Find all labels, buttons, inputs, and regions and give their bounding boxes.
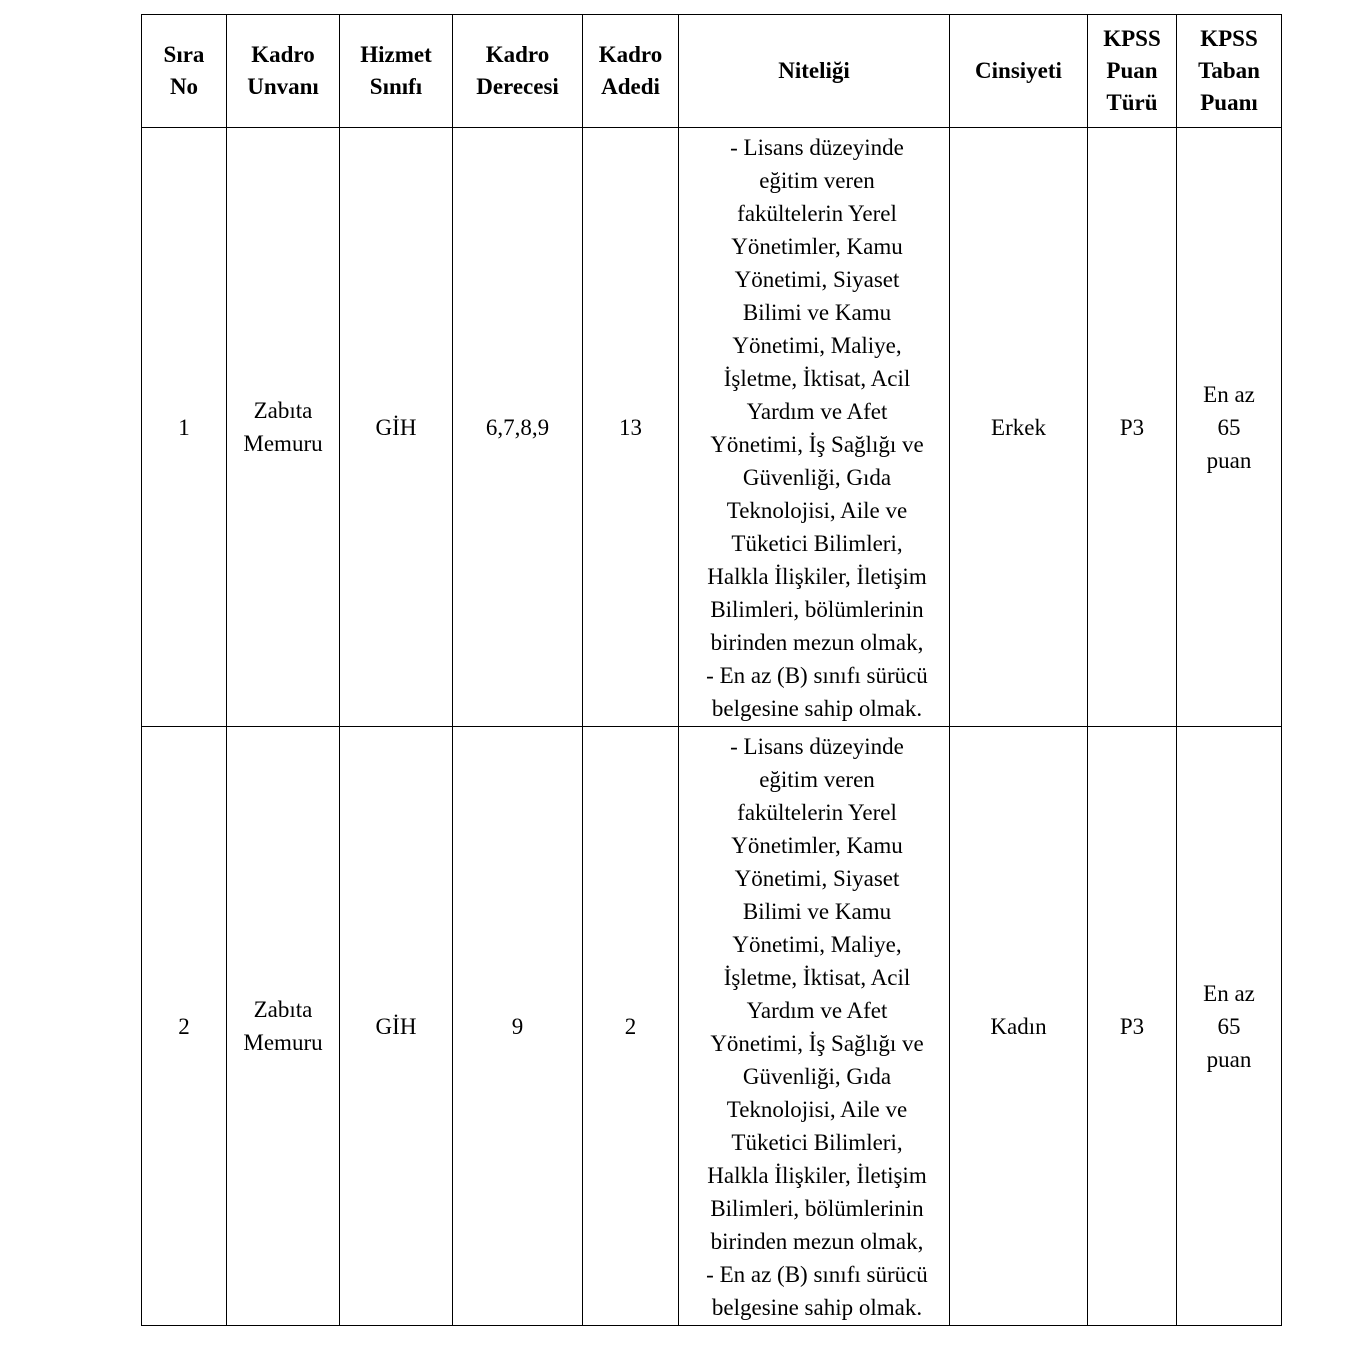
header-niteligi: Niteliği (679, 15, 950, 128)
cell-kadro-derecesi: 9 (453, 727, 583, 1326)
cell-kpss-puan-turu: P3 (1088, 128, 1177, 727)
cell-hizmet-sinifi: GİH (340, 128, 453, 727)
header-kadro-adedi: Kadro Adedi (583, 15, 679, 128)
cell-kadro-adedi: 13 (583, 128, 679, 727)
cell-sira-no: 2 (142, 727, 227, 1326)
header-cinsiyeti: Cinsiyeti (950, 15, 1088, 128)
cell-cinsiyeti: Erkek (950, 128, 1088, 727)
cell-kadro-derecesi: 6,7,8,9 (453, 128, 583, 727)
cell-hizmet-sinifi: GİH (340, 727, 453, 1326)
cell-kpss-taban-puani: En az 65 puan (1177, 128, 1282, 727)
kadro-table (141, 14, 1282, 1326)
header-kadro-derecesi: Kadro Derecesi (453, 15, 583, 128)
cell-niteligi: - Lisans düzeyinde eğitim veren fakültelerin Yerel Yönetimler, Kamu Yönetimi, Siyaset Bilimi ve Kamu Yönetimi, Maliye, İşletme, İktisat, Acil Yardım ve Afet Yönetimi, İş Sağlığı ve Güvenliği, Gıda Teknolojisi, Aile ve Tüketici Bilimleri, Halkla İlişkiler, İletişim Bilimleri, bölümlerinin birinden mezun olmak, - En az (B) sınıfı sürücü belgesine sahip olmak. (679, 727, 950, 1326)
cell-kpss-puan-turu: P3 (1088, 727, 1177, 1326)
cell-kadro-unvani: Zabıta Memuru (227, 128, 340, 727)
table-row (142, 128, 1282, 727)
header-kadro-unvani: Kadro Unvanı (227, 15, 340, 128)
cell-cinsiyeti: Kadın (950, 727, 1088, 1326)
header-sira-no: Sıra No (142, 15, 227, 128)
cell-niteligi: - Lisans düzeyinde eğitim veren fakültelerin Yerel Yönetimler, Kamu Yönetimi, Siyaset Bilimi ve Kamu Yönetimi, Maliye, İşletme, İktisat, Acil Yardım ve Afet Yönetimi, İş Sağlığı ve Güvenliği, Gıda Teknolojisi, Aile ve Tüketici Bilimleri, Halkla İlişkiler, İletişim Bilimleri, bölümlerinin birinden mezun olmak, - En az (B) sınıfı sürücü belgesine sahip olmak. (679, 128, 950, 727)
header-kpss-puan-turu: KPSS Puan Türü (1088, 15, 1177, 128)
cell-kadro-adedi: 2 (583, 727, 679, 1326)
cell-sira-no: 1 (142, 128, 227, 727)
cell-kadro-unvani: Zabıta Memuru (227, 727, 340, 1326)
cell-kpss-taban-puani: En az 65 puan (1177, 727, 1282, 1326)
header-hizmet-sinifi: Hizmet Sınıfı (340, 15, 453, 128)
header-kpss-taban-puani: KPSS Taban Puanı (1177, 15, 1282, 128)
header-row (142, 15, 1282, 128)
table-row (142, 727, 1282, 1326)
